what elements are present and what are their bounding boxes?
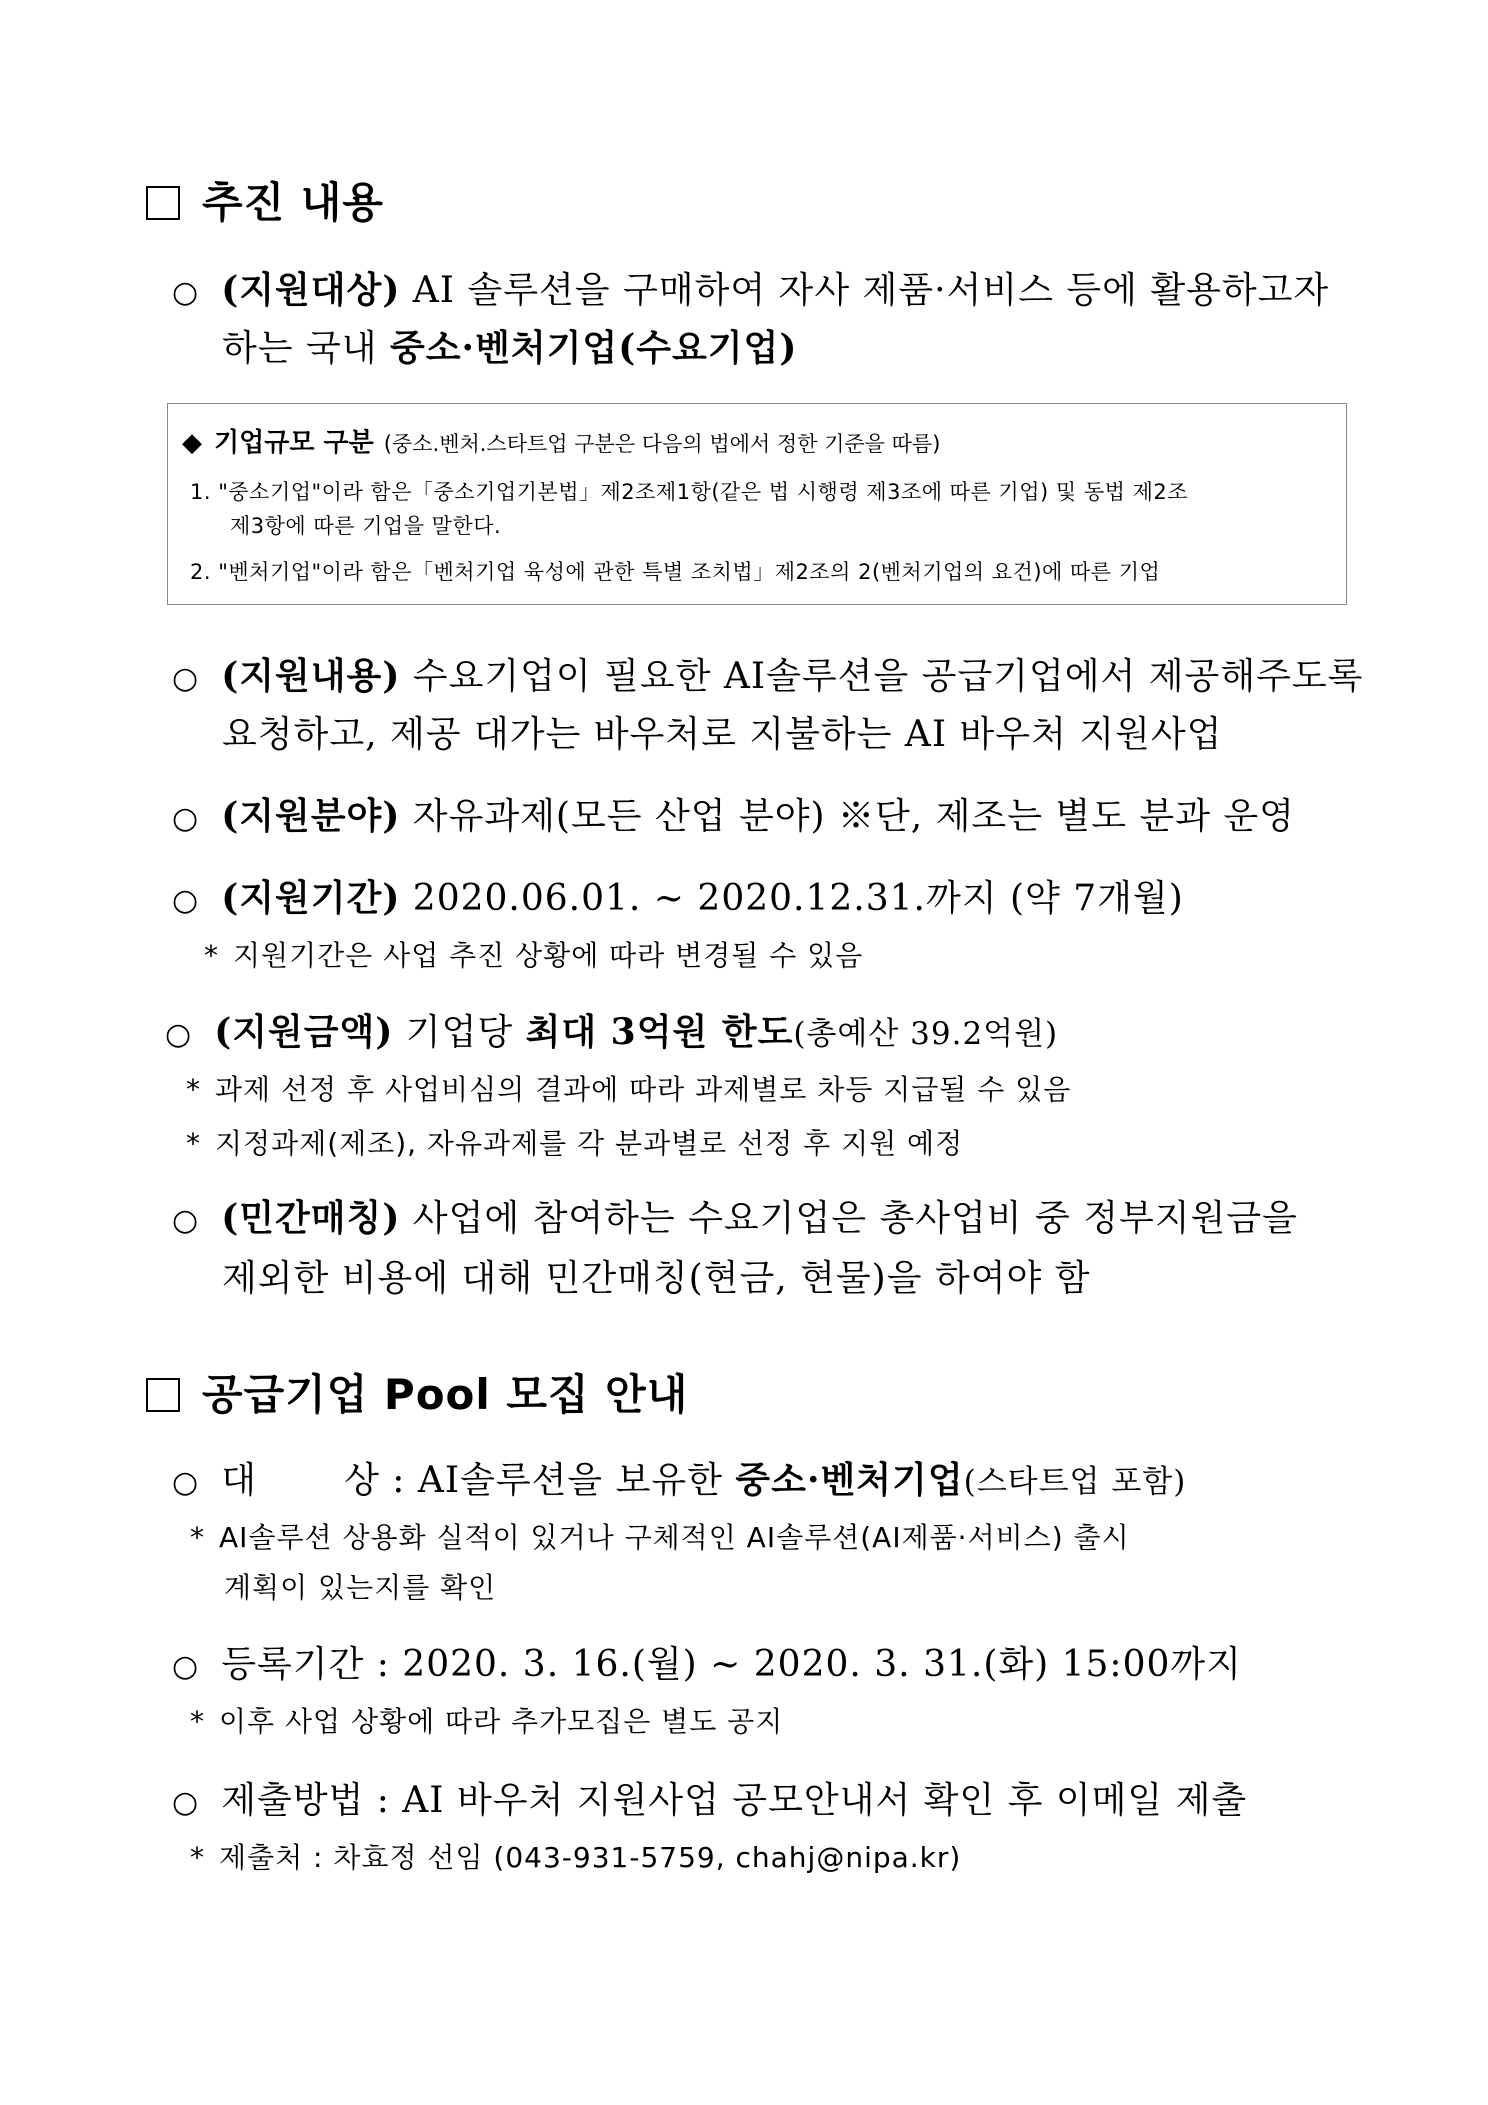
info-box-item1-line2: 제3항에 따른 기업을 말한다.: [230, 514, 502, 538]
support-amount-line: ○ (지원금액) 기업당 최대 3억원 한도(총예산 39.2억원): [165, 1011, 1059, 1053]
info-box-item2: 2. "벤처기업"이라 함은「벤처기업 육성에 관한 특별 조치법」제2조의 2(벤처기업의 요건)에 따른 기업: [190, 560, 1161, 584]
circle-bullet-icon: ○: [172, 275, 200, 310]
circle-bullet-icon: ○: [172, 801, 200, 836]
support-field-line: ○ (지원분야) 자유과제(모든 산업 분야) ※단, 제조는 별도 분과 운영: [172, 795, 1295, 837]
diamond-bullet-icon: ◆: [182, 428, 202, 458]
circle-bullet-icon: ○: [172, 1203, 200, 1238]
circle-bullet-icon: ○: [165, 1017, 193, 1052]
support-content-line1: ○ (지원내용) 수요기업이 필요한 AI솔루션을 공급기업에서 제공해주도록: [172, 655, 1364, 697]
asterisk-icon: *: [186, 1073, 201, 1106]
registration-period-line: ○ 등록기간 : 2020. 3. 16.(월) ~ 2020. 3. 31.(화) 15:00까지: [172, 1644, 1242, 1685]
supplier-target-note-line2: 계획이 있는지를 확인: [224, 1571, 497, 1604]
circle-bullet-icon: ○: [172, 1649, 200, 1684]
support-target-line1: ○ (지원대상) AI 솔루션을 구매하여 자사 제품·서비스 등에 활용하고자: [172, 269, 1330, 311]
section-title-promotion: 추진 내용: [146, 170, 384, 230]
support-period-note: * 지원기간은 사업 추진 상황에 따라 변경될 수 있음: [204, 939, 864, 972]
asterisk-icon: *: [190, 1705, 205, 1738]
asterisk-icon: *: [190, 1521, 205, 1554]
supplier-target-note-line1: * AI솔루션 상용화 실적이 있거나 구체적인 AI솔루션(AI제품·서비스) 출시: [190, 1521, 1130, 1554]
checkbox-square-icon: [146, 186, 180, 220]
info-box-item1-line1: 1. "중소기업"이라 함은「중소기업기본법」제2조제1항(같은 법 시행령 제3조에 따른 기업) 및 동법 제2조: [190, 480, 1189, 504]
asterisk-icon: *: [186, 1127, 201, 1160]
support-target-line2: 하는 국내 중소·벤처기업(수요기업): [222, 327, 798, 369]
support-content-line2: 요청하고, 제공 대가는 바우처로 지불하는 AI 바우처 지원사업: [222, 714, 1223, 755]
company-size-info-box: [167, 403, 1347, 605]
section-title-supplier-pool: 공급기업 Pool 모집 안내: [146, 1362, 688, 1422]
private-matching-line1: ○ (민간매칭) 사업에 참여하는 수요기업은 총사업비 중 정부지원금을: [172, 1197, 1298, 1239]
submission-contact-note: * 제출처 : 차효정 선임 (043-931-5759, chahj@nipa.kr): [190, 1841, 962, 1874]
support-period-line: ○ (지원기간) 2020.06.01. ~ 2020.12.31.까지 (약 7개월): [172, 877, 1184, 919]
registration-note: * 이후 사업 상황에 따라 추가모집은 별도 공지: [190, 1705, 784, 1738]
asterisk-icon: *: [204, 939, 219, 972]
support-amount-note1: * 과제 선정 후 사업비심의 결과에 따라 과제별로 차등 지급될 수 있음: [186, 1073, 1072, 1106]
info-box-title: ◆ 기업규모 구분 (중소.벤처.스타트업 구분은 다음의 법에서 정한 기준을 따름): [182, 428, 941, 458]
private-matching-line2: 제외한 비용에 대해 민간매칭(현금, 현물)을 하여야 함: [222, 1258, 1091, 1299]
circle-bullet-icon: ○: [172, 1785, 200, 1820]
circle-bullet-icon: ○: [172, 1465, 200, 1500]
circle-bullet-icon: ○: [172, 661, 200, 696]
submission-method-line: ○ 제출방법 : AI 바우처 지원사업 공모안내서 확인 후 이메일 제출: [172, 1780, 1248, 1821]
checkbox-square-icon: [146, 1378, 180, 1412]
supplier-target-line: ○ 대 상 : AI솔루션을 보유한 중소·벤처기업(스타트업 포함): [172, 1459, 1187, 1501]
support-amount-note2: * 지정과제(제조), 자유과제를 각 분과별로 선정 후 지원 예정: [186, 1127, 964, 1160]
circle-bullet-icon: ○: [172, 883, 200, 918]
asterisk-icon: *: [190, 1841, 205, 1874]
